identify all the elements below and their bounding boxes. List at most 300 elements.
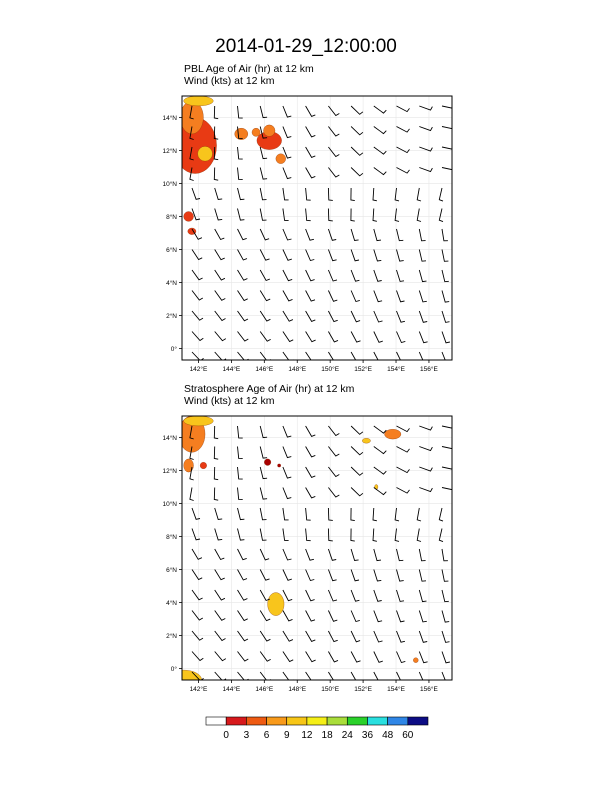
wind-barb	[214, 106, 218, 119]
x-tick-label: 150°E	[321, 366, 340, 373]
wind-barb	[373, 209, 377, 222]
wind-barb	[192, 590, 203, 600]
colorbar-swatch	[347, 717, 367, 725]
wind-barb	[283, 270, 292, 281]
wind-barb	[328, 652, 338, 662]
wind-barb	[417, 209, 421, 222]
wind-barb	[283, 291, 293, 301]
wind-barb	[260, 270, 270, 281]
panel-title-line1: PBL Age of Air (hr) at 12 km	[184, 63, 314, 75]
colorbar-label: 18	[321, 730, 333, 741]
wind-barb	[397, 168, 410, 174]
colorbar-swatch	[287, 717, 307, 725]
shaded-regions	[166, 416, 419, 690]
wind-barb	[397, 570, 404, 582]
wind-barb	[306, 652, 316, 662]
wind-barb	[283, 529, 289, 541]
wind-barb	[374, 590, 382, 601]
x-tick-label: 144°E	[222, 686, 241, 693]
wind-barb	[439, 529, 443, 542]
wind-barb	[306, 488, 316, 498]
wind-barb	[419, 291, 427, 302]
wind-barb	[374, 250, 382, 262]
wind-barb	[374, 652, 383, 663]
wind-barb	[306, 549, 314, 560]
wind-barb	[442, 445, 455, 449]
wind-barb	[417, 529, 421, 542]
wind-barb	[238, 426, 243, 438]
wind-barb	[260, 332, 271, 342]
wind-barb	[215, 250, 225, 260]
wind-barb	[283, 127, 291, 138]
wind-barb	[306, 229, 314, 240]
x-tick-label: 142°E	[189, 686, 208, 693]
wind-barb	[374, 291, 382, 302]
wind-barb	[283, 570, 292, 581]
wind-barb	[442, 672, 450, 683]
wind-barb	[397, 467, 410, 473]
wind-barb	[238, 209, 245, 221]
wind-barb	[328, 631, 337, 642]
shaded-region	[362, 438, 370, 443]
wind-barb	[260, 426, 267, 438]
wind-barb	[351, 270, 359, 281]
wind-barb	[397, 631, 405, 642]
wind-barb	[306, 529, 311, 541]
wind-barb	[260, 529, 266, 541]
wind-barb	[238, 106, 243, 118]
wind-barb	[419, 352, 428, 363]
wind-barb	[442, 311, 450, 322]
wind-barb	[351, 332, 360, 343]
wind-barb	[306, 188, 311, 200]
wind-barb	[215, 570, 225, 580]
y-tick-label: 8°N	[166, 533, 177, 541]
wind-barb	[328, 570, 336, 581]
wind-barb	[306, 590, 315, 601]
wind-barb	[238, 291, 248, 301]
wind-barb	[306, 291, 315, 302]
wind-barb	[306, 570, 315, 581]
wind-barb	[260, 508, 266, 520]
wind-barb	[419, 590, 426, 602]
shaded-region	[184, 96, 214, 106]
wind-barb	[442, 125, 455, 129]
shaded-region	[276, 154, 286, 164]
wind-barb	[351, 549, 359, 561]
wind-barb	[374, 570, 382, 582]
colorbar-label: 0	[223, 730, 229, 741]
wind-barb	[238, 168, 243, 180]
panel-title-line1: Stratosphere Age of Air (hr) at 12 km	[184, 383, 355, 395]
wind-barb	[215, 652, 226, 661]
wind-barb	[374, 611, 382, 622]
shaded-region	[263, 125, 275, 137]
shaded-region	[413, 658, 418, 663]
wind-barb	[374, 229, 381, 241]
colorbar-swatch	[367, 717, 387, 725]
wind-barb	[215, 332, 226, 341]
x-tick-label: 142°E	[189, 366, 208, 373]
wind-barb	[260, 229, 269, 240]
wind-barb	[351, 467, 363, 475]
wind-barb	[395, 188, 399, 201]
wind-barb	[306, 631, 316, 641]
wind-barb	[238, 147, 243, 159]
x-tick-label: 146°E	[255, 686, 274, 693]
wind-barb	[192, 549, 202, 559]
wind-barb	[328, 270, 337, 281]
panel-title-line2: Wind (kts) at 12 km	[184, 395, 275, 407]
colorbar-swatch	[408, 717, 428, 725]
wind-barb	[283, 488, 291, 499]
x-tick-label: 148°E	[288, 366, 307, 373]
x-tick-label: 144°E	[222, 366, 241, 373]
wind-barb	[419, 447, 432, 451]
colorbar	[206, 717, 428, 741]
wind-barb	[351, 672, 361, 682]
wind-barb	[328, 508, 332, 520]
wind-barb	[351, 188, 355, 201]
wind-barb	[351, 611, 360, 622]
wind-barb	[215, 188, 223, 200]
wind-barb	[442, 166, 455, 170]
wind-barb	[306, 332, 316, 342]
wind-barb	[351, 488, 363, 496]
wind-barb	[419, 250, 426, 262]
wind-barb	[395, 529, 399, 542]
shaded-regions	[174, 96, 286, 235]
wind-barb	[306, 168, 316, 178]
wind-barb	[192, 270, 203, 280]
wind-barb	[442, 146, 455, 150]
wind-barb	[351, 508, 355, 521]
wind-barb	[283, 631, 293, 641]
wind-barb	[419, 127, 432, 131]
wind-barb	[374, 332, 383, 343]
wind-barb	[397, 106, 410, 112]
wind-barb	[442, 486, 455, 490]
wind-barb	[373, 188, 377, 201]
wind-barb	[439, 209, 443, 222]
colorbar-label: 24	[341, 730, 353, 741]
shaded-region	[184, 212, 194, 222]
y-tick-label: 14°N	[162, 114, 177, 122]
wind-barb	[373, 508, 377, 521]
wind-barb	[306, 508, 311, 520]
wind-barb	[351, 106, 363, 114]
wind-barb	[214, 467, 218, 480]
wind-barb	[351, 652, 360, 663]
wind-barb	[283, 447, 291, 458]
y-tick-label: 4°N	[166, 599, 177, 607]
wind-barb	[397, 488, 410, 494]
wind-barb	[260, 652, 271, 662]
wind-barb	[397, 549, 404, 561]
wind-barb	[283, 229, 292, 240]
colorbar-swatch	[267, 717, 287, 725]
wind-barb	[351, 426, 363, 434]
wind-barb	[374, 270, 382, 281]
wind-barb	[215, 549, 225, 560]
wind-barb	[215, 529, 223, 541]
x-tick-label: 152°E	[354, 366, 372, 373]
wind-barb	[351, 147, 363, 155]
panel-pbl-age-of-air	[162, 63, 455, 373]
x-tick-label: 148°E	[288, 686, 307, 693]
wind-barb	[351, 209, 355, 222]
wind-barb	[374, 488, 387, 495]
wind-barb	[306, 270, 315, 281]
wind-barb	[442, 352, 450, 363]
wind-barb	[215, 508, 223, 520]
wind-barb	[260, 168, 267, 180]
x-tick-label: 154°E	[387, 366, 405, 373]
wind-barb	[283, 652, 293, 662]
wind-barb	[192, 508, 200, 519]
wind-barb	[283, 508, 289, 520]
y-tick-label: 12°N	[162, 147, 177, 155]
wind-barb	[397, 590, 405, 601]
wind-barb	[351, 168, 363, 176]
wind-barb	[215, 229, 225, 240]
wind-barb	[442, 425, 455, 429]
colorbar-swatch	[226, 717, 246, 725]
y-tick-label: 10°N	[162, 500, 177, 508]
wind-barb	[215, 590, 225, 600]
wind-barb	[442, 229, 448, 241]
wind-barb	[306, 447, 316, 457]
wind-barb	[328, 291, 337, 302]
wind-barb	[374, 352, 383, 363]
colorbar-swatch	[327, 717, 347, 725]
colorbar-label: 3	[243, 730, 250, 741]
panel-stratosphere-age-of-air	[162, 383, 455, 693]
wind-barb	[306, 426, 316, 436]
colorbar-label: 48	[382, 730, 394, 741]
wind-barbs	[190, 425, 455, 683]
wind-barb	[374, 672, 383, 683]
colorbar-label: 6	[263, 730, 270, 741]
wind-barb	[238, 188, 245, 200]
wind-barb	[374, 549, 381, 561]
wind-barb	[397, 332, 406, 343]
wind-barb	[214, 488, 218, 501]
wind-barb	[306, 106, 316, 116]
shaded-region	[252, 128, 260, 136]
wind-barb	[238, 590, 248, 600]
wind-barb	[260, 549, 269, 560]
wind-barb	[192, 291, 203, 301]
y-tick-label: 2°N	[166, 312, 177, 320]
wind-barb	[397, 250, 404, 262]
wind-barb	[374, 168, 387, 175]
wind-barb	[238, 332, 249, 342]
wind-barb	[192, 611, 203, 621]
x-tick-label: 152°E	[354, 686, 372, 693]
wind-barb	[328, 311, 337, 322]
wind-barb	[192, 352, 204, 361]
wind-barb	[260, 188, 266, 200]
wind-barb	[397, 229, 404, 241]
wind-barb	[283, 209, 289, 221]
wind-barb	[260, 106, 267, 118]
wind-barbs	[190, 105, 455, 363]
wind-barb	[397, 291, 405, 302]
wind-barb	[238, 467, 243, 479]
wind-barb	[417, 188, 421, 201]
shaded-region	[200, 462, 207, 469]
wind-barb	[214, 168, 218, 181]
wind-barb	[439, 188, 443, 201]
wind-barb	[442, 270, 449, 282]
wind-barb	[442, 250, 448, 262]
wind-barb	[351, 529, 355, 542]
wind-barb	[260, 209, 266, 221]
wind-barb	[192, 529, 200, 540]
x-tick-label: 146°E	[255, 366, 274, 373]
wind-barb	[260, 447, 267, 459]
wind-barb	[351, 311, 360, 322]
wind-barb	[442, 590, 449, 602]
wind-barb	[260, 311, 270, 321]
wind-barb	[260, 291, 270, 301]
wind-barb	[351, 352, 361, 362]
colorbar-label: 9	[283, 730, 290, 741]
wind-barb	[238, 270, 248, 280]
shaded-region	[277, 464, 280, 467]
wind-barb	[374, 106, 387, 113]
wind-barb	[419, 652, 427, 663]
wind-barb	[397, 652, 406, 663]
wind-barb	[442, 466, 455, 470]
wind-barb	[238, 631, 249, 641]
shaded-region	[268, 593, 284, 616]
colorbar-label: 12	[301, 730, 313, 741]
wind-barb	[328, 250, 336, 261]
wind-barb	[351, 291, 360, 302]
wind-barb	[283, 311, 293, 321]
wind-barb	[238, 570, 248, 581]
colorbar-swatch	[307, 717, 327, 725]
wind-barb	[238, 529, 245, 541]
wind-barb	[351, 229, 359, 241]
wind-barb	[351, 250, 359, 261]
wind-barb	[283, 168, 291, 179]
wind-barb	[238, 229, 247, 240]
wind-barb	[374, 311, 383, 322]
wind-barb	[328, 209, 332, 221]
shaded-region	[184, 459, 194, 472]
wind-barb	[260, 250, 269, 261]
panel-title-line2: Wind (kts) at 12 km	[184, 75, 275, 87]
wind-barb	[260, 570, 269, 581]
wind-barb	[192, 188, 200, 199]
wind-barb	[419, 332, 427, 343]
wind-barb	[419, 488, 432, 492]
y-tick-label: 0°	[170, 665, 177, 673]
shaded-region	[235, 128, 248, 140]
y-tick-label: 6°N	[166, 566, 177, 574]
y-tick-label: 0°	[170, 345, 177, 353]
wind-barb	[397, 447, 410, 453]
wind-barb	[442, 631, 450, 642]
wind-barb	[442, 332, 450, 343]
x-tick-label: 156°E	[420, 366, 438, 373]
colorbar-swatch	[388, 717, 408, 725]
x-tick-label: 154°E	[387, 686, 405, 693]
wind-barb	[397, 270, 405, 281]
wind-barb	[283, 332, 293, 342]
wind-barb	[397, 672, 406, 683]
wind-barb	[373, 529, 377, 542]
wind-barb	[215, 209, 223, 221]
wind-barb	[283, 549, 292, 560]
wind-barb	[351, 631, 360, 642]
shaded-region	[198, 146, 213, 161]
wind-barb	[351, 127, 363, 135]
wind-barb	[260, 631, 270, 641]
wind-barb	[374, 447, 387, 454]
shaded-region	[385, 429, 401, 439]
wind-barb	[238, 250, 248, 261]
wind-barb	[374, 426, 387, 433]
wind-barb	[417, 508, 421, 521]
wind-barb	[328, 188, 332, 200]
wind-barb	[306, 147, 316, 157]
wind-barb	[419, 270, 426, 282]
wind-barb	[215, 611, 226, 621]
wind-barb	[419, 672, 428, 683]
wind-barb	[328, 332, 338, 342]
colorbar-swatch	[246, 717, 266, 725]
wind-barb	[283, 590, 292, 601]
y-tick-label: 12°N	[162, 467, 177, 475]
y-tick-label: 14°N	[162, 434, 177, 442]
y-tick-label: 2°N	[166, 632, 177, 640]
wind-barb	[238, 652, 249, 662]
wind-barb	[351, 447, 363, 455]
colorbar-swatch	[206, 717, 226, 725]
wind-barb	[306, 611, 315, 622]
wind-barb	[442, 105, 455, 109]
wind-barb	[351, 590, 359, 601]
wind-barb	[190, 488, 194, 501]
wind-barb	[214, 426, 218, 439]
wind-barb	[442, 611, 449, 623]
wind-barb	[397, 311, 405, 322]
x-tick-label: 156°E	[420, 686, 438, 693]
wind-barb	[419, 570, 426, 582]
shaded-region	[264, 459, 271, 466]
colorbar-label: 36	[361, 730, 374, 741]
wind-barb	[442, 652, 450, 663]
wind-barb	[439, 508, 443, 521]
y-tick-label: 10°N	[162, 180, 177, 188]
wind-barb	[351, 570, 359, 581]
wind-barb	[215, 270, 225, 280]
wind-barb	[419, 311, 427, 322]
wind-barb	[260, 488, 267, 500]
wind-barb	[442, 570, 448, 582]
wind-barb	[395, 209, 399, 222]
main-title: 2014-01-29_12:00:00	[215, 36, 397, 57]
wind-barb	[397, 611, 405, 622]
wind-barb	[419, 611, 427, 622]
wind-barb	[397, 147, 410, 153]
wind-barb	[374, 631, 383, 642]
wind-barb	[328, 229, 336, 240]
